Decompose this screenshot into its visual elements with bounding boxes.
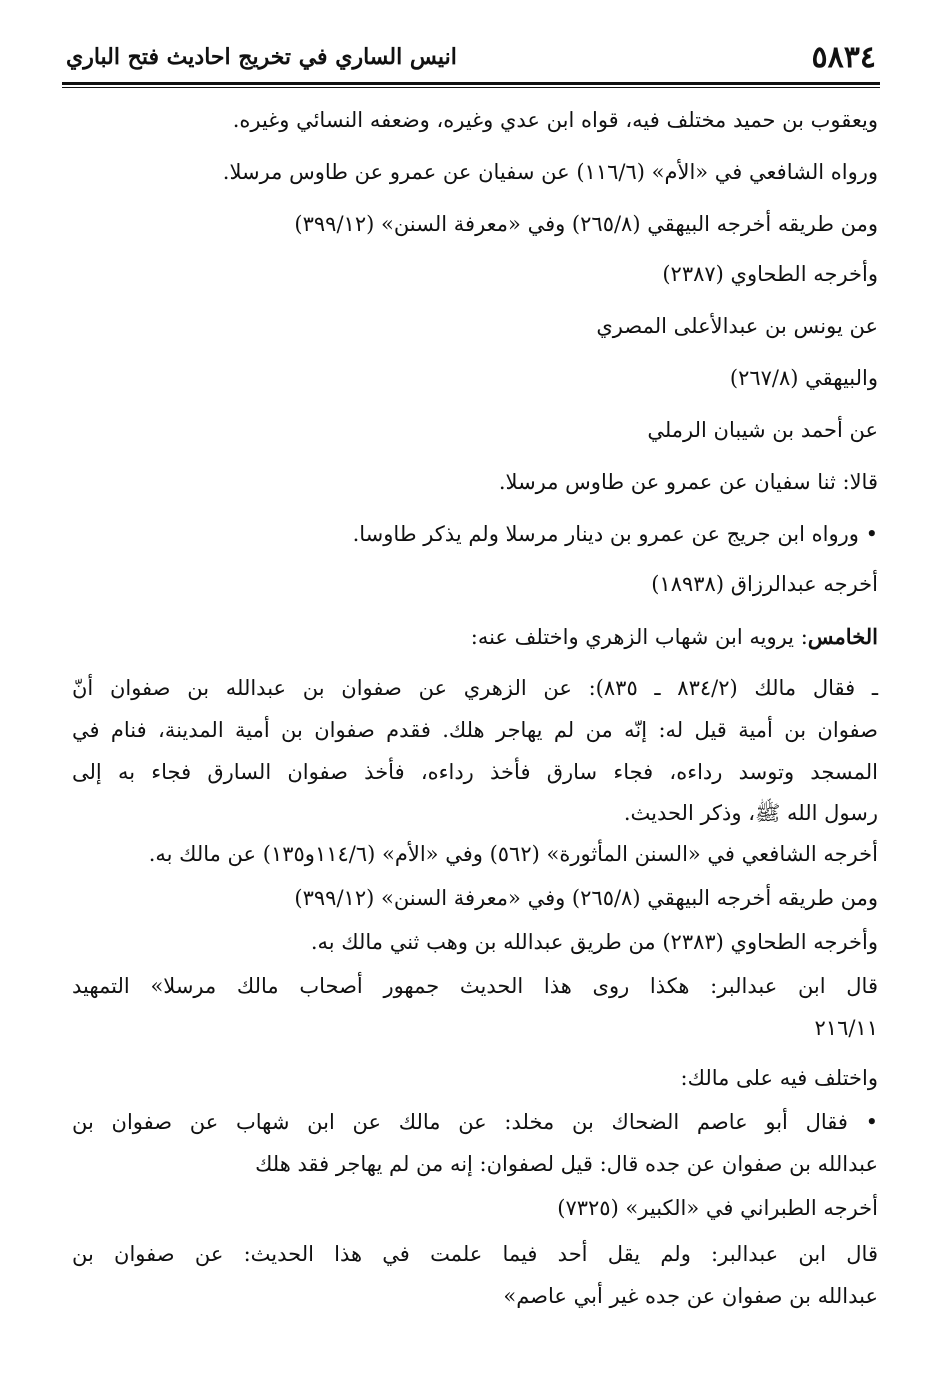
line-text: والبيهقي (٢٦٧/٨) <box>729 366 878 390</box>
page-header <box>62 38 880 82</box>
line-text: ورواه الشافعي في «الأم» (١١٦/٦) عن سفيان عن عمرو عن طاوس مرسلا. <box>222 160 878 184</box>
text-line <box>624 800 878 831</box>
line-text: قالا: ثنا سفيان عن عمرو عن طاوس مرسلا. <box>498 470 878 494</box>
line-text: ـ فقال مالك (٨٣٤/٢ ـ ٨٣٥): عن الزهري عن صفوان بن عبدالله بن صفوان أنّ <box>72 676 879 700</box>
text-line <box>311 930 878 954</box>
text-line <box>72 974 878 998</box>
text-line <box>557 1196 878 1220</box>
line-text: : يرويه ابن شهاب الزهري واختلف عنه: <box>470 625 808 649</box>
line-text: أخرجه الشافعي في «السنن المأثورة» (٥٦٢) وفي «الأم» (١١٤/٦و١٣٥) عن مالك به. <box>148 842 878 866</box>
running-title: انيس الساري في تخريج احاديث فتح الباري <box>66 44 457 70</box>
line-text: رسول الله ﷺ، وذكر الحديث. <box>623 801 878 825</box>
line-text: عن أحمد بن شيبان الرملي <box>647 418 878 442</box>
text-line <box>651 572 878 596</box>
line-text: عبدالله بن صفوان عن جده غير أبي عاصم» <box>503 1284 878 1308</box>
text-line <box>647 418 878 442</box>
text-line <box>72 1242 878 1266</box>
line-text: ٢١٦/١١ <box>814 1016 878 1040</box>
line-text: عن يونس بن عبدالأعلى المصري <box>596 314 878 338</box>
text-line <box>72 718 878 742</box>
line-text: واختلف فيه على مالك: <box>680 1066 878 1090</box>
line-text: • فقال أبو عاصم الضحاك بن مخلد: عن مالك عن ابن شهاب عن صفوان بن <box>72 1110 878 1134</box>
text-line <box>662 262 878 286</box>
text-line <box>149 842 878 866</box>
header-rule-thin <box>62 87 880 88</box>
line-text: عبدالله بن صفوان عن جده قال: قيل لصفوان: إنه من لم يهاجر فقد هلك <box>255 1152 878 1176</box>
text-line <box>596 314 878 338</box>
line-text: وأخرجه الطحاوي (٢٣٨٣) من طريق عبدالله بن وهب ثني مالك به. <box>310 930 878 954</box>
text-line <box>255 1152 878 1176</box>
text-line <box>72 1110 878 1134</box>
text-line <box>72 760 878 784</box>
text-line <box>499 470 878 494</box>
header-rule <box>62 82 880 85</box>
text-line <box>223 160 878 184</box>
line-text: المسجد وتوسد رداءه، فجاء سارق فأخذ رداءه، فأخذ صفوان السارق فجاء به إلى <box>72 760 878 784</box>
line-text: • ورواه ابن جريج عن عمرو بن دينار مرسلا ولم يذكر طاوسا. <box>352 522 878 546</box>
text-line <box>72 676 878 700</box>
line-text: ويعقوب بن حميد مختلف فيه، قواه ابن عدي وغيره، وضعفه النسائي وغيره. <box>232 108 878 132</box>
line-text: قال ابن عبدالبر: هكذا روى هذا الحديث جمهور أصحاب مالك مرسلا» التمهيد <box>72 974 878 998</box>
text-line <box>681 1066 878 1090</box>
text-line <box>353 522 878 546</box>
line-text: قال ابن عبدالبر: ولم يقل أحد فيما علمت في هذا الحديث: عن صفوان بن <box>72 1242 878 1266</box>
text-line <box>233 108 878 132</box>
page-number: ٥٨٣٤ <box>811 40 876 75</box>
text-line <box>294 886 878 910</box>
text-line <box>294 212 878 236</box>
line-text: ومن طريقه أخرجه البيهقي (٢٦٥/٨) وفي «معرفة السنن» (٣٩٩/١٢) <box>294 212 878 236</box>
text-line <box>503 1284 878 1308</box>
line-text: ومن طريقه أخرجه البيهقي (٢٦٥/٨) وفي «معرفة السنن» (٣٩٩/١٢) <box>294 886 878 910</box>
line-text: وأخرجه الطحاوي (٢٣٨٧) <box>662 262 878 286</box>
text-line <box>730 366 878 390</box>
section-label: الخامس <box>807 624 878 649</box>
line-text: أخرجه عبدالرزاق (١٨٩٣٨) <box>651 572 878 596</box>
text-line <box>815 1016 878 1040</box>
text-line <box>471 624 878 649</box>
line-text: صفوان بن أمية قيل له: إنّه من لم يهاجر هلك. فقدم صفوان بن أمية المدينة، فنام في <box>72 718 878 742</box>
line-text: أخرجه الطبراني في «الكبير» (٧٣٢٥) <box>557 1196 878 1220</box>
